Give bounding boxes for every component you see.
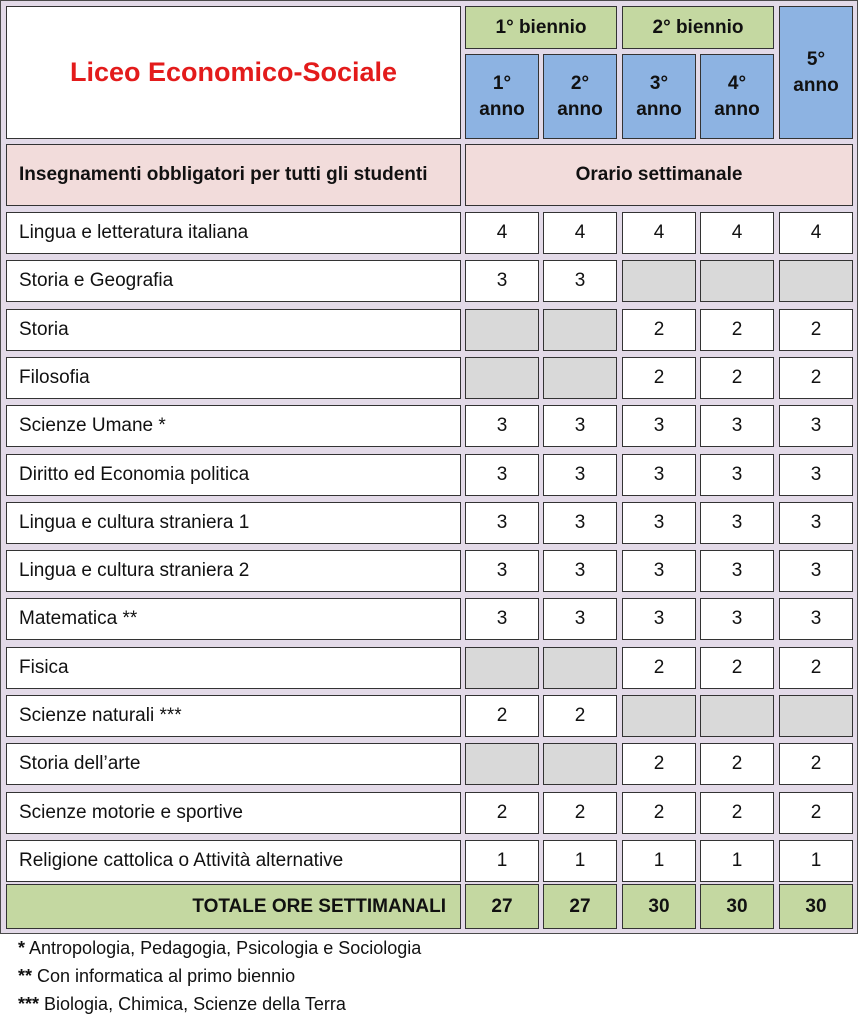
- total-year-4: [700, 884, 774, 929]
- footnote: [18, 934, 838, 962]
- year-2-header: [543, 54, 617, 139]
- hours-cell: [779, 743, 853, 785]
- hours-value: 2: [810, 319, 822, 340]
- hours-value: 3: [731, 415, 743, 436]
- footnote-marker: **: [18, 966, 33, 986]
- year-1-word: anno: [479, 98, 525, 120]
- subject-cell: [6, 598, 461, 640]
- hours-value: 3: [496, 270, 508, 291]
- hours-value: 4: [810, 222, 822, 243]
- hours-cell: [465, 550, 539, 592]
- hours-cell: [700, 840, 774, 882]
- hours-cell: [779, 405, 853, 447]
- hours-cell: [465, 260, 539, 302]
- hours-value: 4: [731, 222, 743, 243]
- hours-value: 2: [653, 802, 665, 823]
- hours-cell: [543, 502, 617, 544]
- year-1-number: 1°: [492, 72, 512, 94]
- subject-name: Lingua e cultura straniera 2: [19, 560, 250, 581]
- hours-value: 3: [653, 608, 665, 629]
- year-1-header: [465, 54, 539, 139]
- hours-value: 4: [496, 222, 508, 243]
- hours-value: 1: [496, 850, 508, 871]
- hours-value: 1: [574, 850, 586, 871]
- year-2-number: 2°: [570, 72, 590, 94]
- hours-value: 2: [653, 367, 665, 388]
- hours-value: 1: [653, 850, 665, 871]
- hours-value: 2: [574, 705, 586, 726]
- hours-value: 3: [731, 464, 743, 485]
- subject-cell: [6, 695, 461, 737]
- total-year-3: [622, 884, 696, 929]
- empty-hours-cell: [465, 357, 539, 399]
- subject-cell: [6, 405, 461, 447]
- subject-cell: [6, 309, 461, 351]
- empty-hours-cell: [700, 695, 774, 737]
- hours-cell: [779, 212, 853, 254]
- hours-cell: [543, 695, 617, 737]
- subject-cell: [6, 502, 461, 544]
- empty-hours-cell: [543, 309, 617, 351]
- hours-value: 2: [731, 802, 743, 823]
- hours-cell: [622, 550, 696, 592]
- subject-cell: [6, 212, 461, 254]
- hours-value: 2: [731, 319, 743, 340]
- hours-cell: [622, 405, 696, 447]
- subject-name: Scienze naturali ***: [19, 705, 182, 726]
- hours-cell: [622, 647, 696, 689]
- subject-name: Filosofia: [19, 367, 90, 388]
- hours-cell: [543, 840, 617, 882]
- hours-cell: [465, 598, 539, 640]
- hours-value: 2: [810, 753, 822, 774]
- total-label: TOTALE ORE SETTIMANALI: [192, 895, 446, 917]
- total-year-2: [543, 884, 617, 929]
- subject-name: Scienze motorie e sportive: [19, 802, 243, 823]
- hours-value: 3: [810, 560, 822, 581]
- total-value: 30: [805, 895, 827, 917]
- hours-cell: [465, 212, 539, 254]
- hours-value: 3: [810, 464, 822, 485]
- hours-value: 2: [731, 753, 743, 774]
- subject-cell: [6, 260, 461, 302]
- biennio-1-label: 1° biennio: [495, 16, 587, 38]
- subjects-header: [6, 144, 461, 206]
- total-label-cell: [6, 884, 461, 929]
- page-title: Liceo Economico-Sociale: [69, 57, 398, 87]
- hours-value: 2: [810, 802, 822, 823]
- hours-value: 2: [574, 802, 586, 823]
- empty-hours-cell: [622, 695, 696, 737]
- hours-value: 1: [810, 850, 822, 871]
- subject-cell: [6, 357, 461, 399]
- total-value: 27: [491, 895, 513, 917]
- hours-cell: [700, 357, 774, 399]
- hours-value: 3: [653, 464, 665, 485]
- hours-value: 3: [574, 464, 586, 485]
- hours-value: 3: [731, 608, 743, 629]
- hours-value: 3: [574, 560, 586, 581]
- hours-value: 3: [653, 512, 665, 533]
- year-5-header: [779, 6, 853, 139]
- empty-hours-cell: [543, 357, 617, 399]
- hours-value: 3: [496, 560, 508, 581]
- subject-name: Lingua e cultura straniera 1: [19, 512, 250, 533]
- hours-cell: [543, 598, 617, 640]
- hours-value: 3: [731, 560, 743, 581]
- hours-cell: [779, 840, 853, 882]
- subjects-header-label: Insegnamenti obbligatori per tutti gli studenti: [19, 164, 428, 185]
- year-2-word: anno: [557, 98, 603, 120]
- hours-cell: [700, 212, 774, 254]
- total-value: 30: [648, 895, 670, 917]
- footnote: [18, 990, 838, 1018]
- footnote-text: Con informatica al primo biennio: [32, 966, 296, 986]
- hours-cell: [700, 550, 774, 592]
- hours-cell: [543, 550, 617, 592]
- subject-cell: [6, 743, 461, 785]
- hours-cell: [700, 502, 774, 544]
- hours-value: 2: [496, 705, 508, 726]
- hours-cell: [700, 647, 774, 689]
- hours-cell: [622, 502, 696, 544]
- hours-value: 3: [574, 270, 586, 291]
- hours-value: 3: [731, 512, 743, 533]
- hours-cell: [465, 502, 539, 544]
- hours-cell: [779, 502, 853, 544]
- empty-hours-cell: [622, 260, 696, 302]
- year-4-number: 4°: [727, 72, 747, 94]
- hours-value: 3: [574, 608, 586, 629]
- empty-hours-cell: [465, 647, 539, 689]
- empty-hours-cell: [779, 260, 853, 302]
- hours-cell: [465, 695, 539, 737]
- footnotes: [18, 934, 838, 1018]
- subject-name: Fisica: [19, 657, 69, 678]
- hours-cell: [779, 357, 853, 399]
- hours-cell: [622, 357, 696, 399]
- hours-value: 4: [574, 222, 586, 243]
- biennio-1-header: [465, 6, 617, 49]
- hours-value: 2: [731, 657, 743, 678]
- footnote: [18, 962, 838, 990]
- hours-value: 3: [810, 608, 822, 629]
- subject-cell: [6, 454, 461, 496]
- hours-cell: [543, 260, 617, 302]
- year-4-word: anno: [714, 98, 760, 120]
- schedule-header: [465, 144, 853, 206]
- footnote-text: Biologia, Chimica, Scienze della Terra: [39, 994, 346, 1014]
- hours-cell: [622, 840, 696, 882]
- footnote-text: Antropologia, Pedagogia, Psicologia e Sociologia: [25, 938, 422, 958]
- hours-value: 3: [574, 512, 586, 533]
- total-year-1: [465, 884, 539, 929]
- hours-cell: [700, 598, 774, 640]
- empty-hours-cell: [543, 743, 617, 785]
- empty-hours-cell: [779, 695, 853, 737]
- hours-value: 2: [653, 657, 665, 678]
- empty-hours-cell: [465, 743, 539, 785]
- hours-cell: [700, 792, 774, 834]
- schedule-header-label: Orario settimanale: [575, 164, 743, 185]
- hours-cell: [700, 405, 774, 447]
- hours-cell: [779, 550, 853, 592]
- hours-cell: [465, 454, 539, 496]
- year-5-word: anno: [793, 74, 839, 96]
- subject-cell: [6, 647, 461, 689]
- biennio-2-label: 2° biennio: [652, 16, 744, 38]
- hours-value: 2: [810, 657, 822, 678]
- hours-value: 3: [574, 415, 586, 436]
- subject-cell: [6, 840, 461, 882]
- hours-cell: [700, 454, 774, 496]
- total-year-5: [779, 884, 853, 929]
- year-4-header: [700, 54, 774, 139]
- hours-value: 3: [496, 608, 508, 629]
- year-5-number: 5°: [806, 48, 826, 70]
- footnote-marker: *: [18, 938, 26, 958]
- hours-cell: [622, 743, 696, 785]
- empty-hours-cell: [700, 260, 774, 302]
- subject-name: Matematica **: [19, 608, 138, 629]
- biennio-2-header: [622, 6, 774, 49]
- hours-cell: [543, 454, 617, 496]
- hours-cell: [543, 212, 617, 254]
- empty-hours-cell: [465, 309, 539, 351]
- hours-cell: [779, 309, 853, 351]
- hours-value: 2: [496, 802, 508, 823]
- subject-name: Lingua e letteratura italiana: [19, 222, 249, 243]
- subject-cell: [6, 550, 461, 592]
- hours-cell: [543, 792, 617, 834]
- hours-value: 3: [810, 415, 822, 436]
- footnote-marker: ***: [18, 994, 40, 1014]
- title-cell: [6, 6, 461, 139]
- hours-value: 1: [731, 850, 743, 871]
- hours-cell: [700, 743, 774, 785]
- hours-value: 2: [653, 753, 665, 774]
- hours-cell: [465, 792, 539, 834]
- hours-value: 3: [496, 464, 508, 485]
- hours-cell: [779, 647, 853, 689]
- hours-cell: [622, 454, 696, 496]
- hours-cell: [779, 792, 853, 834]
- total-value: 30: [726, 895, 748, 917]
- total-value: 27: [569, 895, 591, 917]
- hours-cell: [465, 840, 539, 882]
- year-3-word: anno: [636, 98, 682, 120]
- hours-cell: [543, 405, 617, 447]
- hours-cell: [779, 598, 853, 640]
- subject-name: Storia dell’arte: [19, 753, 141, 774]
- hours-value: 4: [653, 222, 665, 243]
- hours-value: 3: [653, 415, 665, 436]
- hours-cell: [700, 309, 774, 351]
- subject-name: Religione cattolica o Attività alternative: [19, 850, 344, 871]
- year-3-header: [622, 54, 696, 139]
- hours-value: 3: [496, 512, 508, 533]
- hours-value: 3: [496, 415, 508, 436]
- hours-cell: [622, 598, 696, 640]
- subject-name: Storia e Geografia: [19, 270, 174, 291]
- subject-name: Storia: [19, 319, 69, 340]
- hours-cell: [622, 309, 696, 351]
- hours-cell: [465, 405, 539, 447]
- hours-value: 3: [653, 560, 665, 581]
- year-3-number: 3°: [649, 72, 669, 94]
- subject-name: Scienze Umane *: [19, 415, 166, 436]
- hours-value: 2: [810, 367, 822, 388]
- hours-value: 2: [653, 319, 665, 340]
- subject-cell: [6, 792, 461, 834]
- hours-value: 3: [810, 512, 822, 533]
- hours-value: 2: [731, 367, 743, 388]
- hours-cell: [779, 454, 853, 496]
- hours-cell: [622, 792, 696, 834]
- empty-hours-cell: [543, 647, 617, 689]
- subject-name: Diritto ed Economia politica: [19, 464, 250, 485]
- hours-cell: [622, 212, 696, 254]
